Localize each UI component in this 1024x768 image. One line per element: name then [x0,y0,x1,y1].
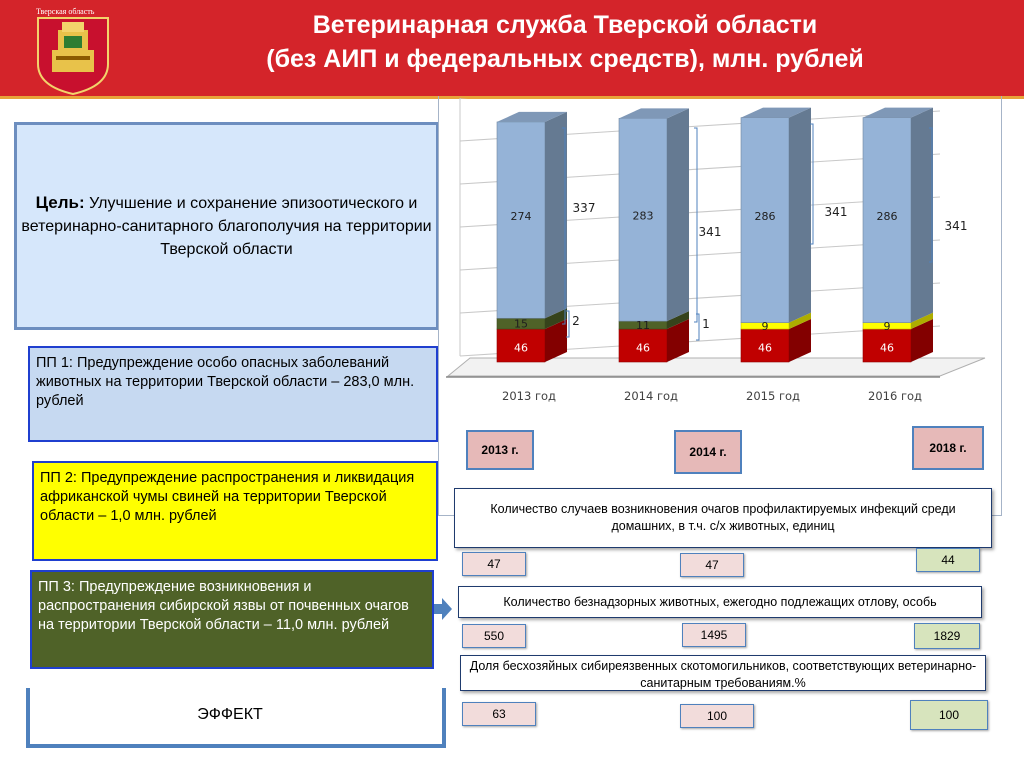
bar-value-label: 283 [632,209,654,223]
indicator-1-label: Количество случаев возникновения очагов профилактируемых инфекций среди домашних, в т.ч. с/х животных, единиц [454,488,992,548]
page-title [140,8,990,76]
indicator-3-value-2013: 63 [462,702,536,726]
year-badge-2013: 2013 г. [466,430,534,470]
region-caption: Тверская область [36,7,95,16]
goal-text: Улучшение и сохранение эпизоотического и ветеринарно-санитарного благополучия на территории Тверской области [21,195,432,258]
total-bracket [694,128,697,322]
indicator-1-value-2013: 47 [462,552,526,576]
goal-text-wrap [21,191,432,261]
bar-segment-side [911,108,933,323]
program-2-box: ПП 2: Предупреждение распространения и ликвидация африканской чумы свиней на территории Тверской области – 1,0 млн. рублей [32,461,438,561]
bar-total-label: 341 [944,219,968,233]
coat-of-arms-icon [28,4,118,96]
bar-total-label: 341 [698,225,722,239]
bar-value-label: 46 [514,341,528,355]
bar-value-label: 274 [510,210,532,224]
thin-layer-label: 2 [572,314,580,328]
thin-layer-label: 1 [702,317,710,331]
program-3-box: ПП 3: Предупреждение возникновения и распространения сибирской язвы от почвенных очагов на территории Тверской области – 11,0 млн. рублей [30,570,434,669]
bar-value-label: 286 [876,210,898,224]
bar-value-label: 15 [514,317,528,331]
bar-value-label: 286 [754,210,776,224]
indicator-3-value-2018: 100 [910,700,988,730]
arrow-right-icon [434,598,452,620]
bar-segment-side [789,108,811,323]
title-line-2: (без АИП и федеральных средств), млн. рублей [266,45,864,73]
x-tick-label: 2013 год [502,389,556,403]
bar-value-label: 46 [758,341,772,355]
goal-box [14,122,438,330]
indicator-3-label: Доля бесхозяйных сибиреязвенных скотомогильников, соответствующих ветеринарно-санитарным требованиям.% [460,655,986,691]
x-tick-label: 2014 год [624,389,678,403]
indicator-1-value-2014: 47 [680,553,744,577]
bar-value-label: 11 [636,319,650,333]
bar-value-label: 9 [761,319,769,333]
bar-total-label: 337 [572,201,596,215]
year-badge-2014: 2014 г. [674,430,742,474]
bar-value-label: 46 [636,341,650,355]
bar-value-label: 9 [883,319,891,333]
year-badge-2018: 2018 г. [912,426,984,470]
bar-segment-side [545,112,567,318]
x-tick-label: 2015 год [746,389,800,403]
indicator-2-value-2018: 1829 [914,623,980,649]
effect-label: ЭФФЕКТ [197,706,263,723]
title-line-1: Ветеринарная служба Тверской области [312,11,818,39]
indicator-2-label: Количество безнадзорных животных, ежегодно подлежащих отлову, особь [458,586,982,618]
indicator-3-value-2014: 100 [680,704,754,728]
bar-value-label: 46 [880,341,894,355]
indicator-1-value-2018: 44 [916,548,980,572]
bar-total-label: 341 [824,205,848,219]
goal-label: Цель: [35,193,85,212]
indicator-2-value-2013: 550 [462,624,526,648]
program-1-box: ПП 1: Предупреждение особо опасных заболеваний животных на территории Тверской области – 283,0 млн. рублей [28,346,438,442]
bar-segment-side [667,108,689,321]
indicator-2-value-2014: 1495 [682,623,746,647]
x-tick-label: 2016 год [868,389,922,403]
stacked-bar-chart [440,98,1000,410]
